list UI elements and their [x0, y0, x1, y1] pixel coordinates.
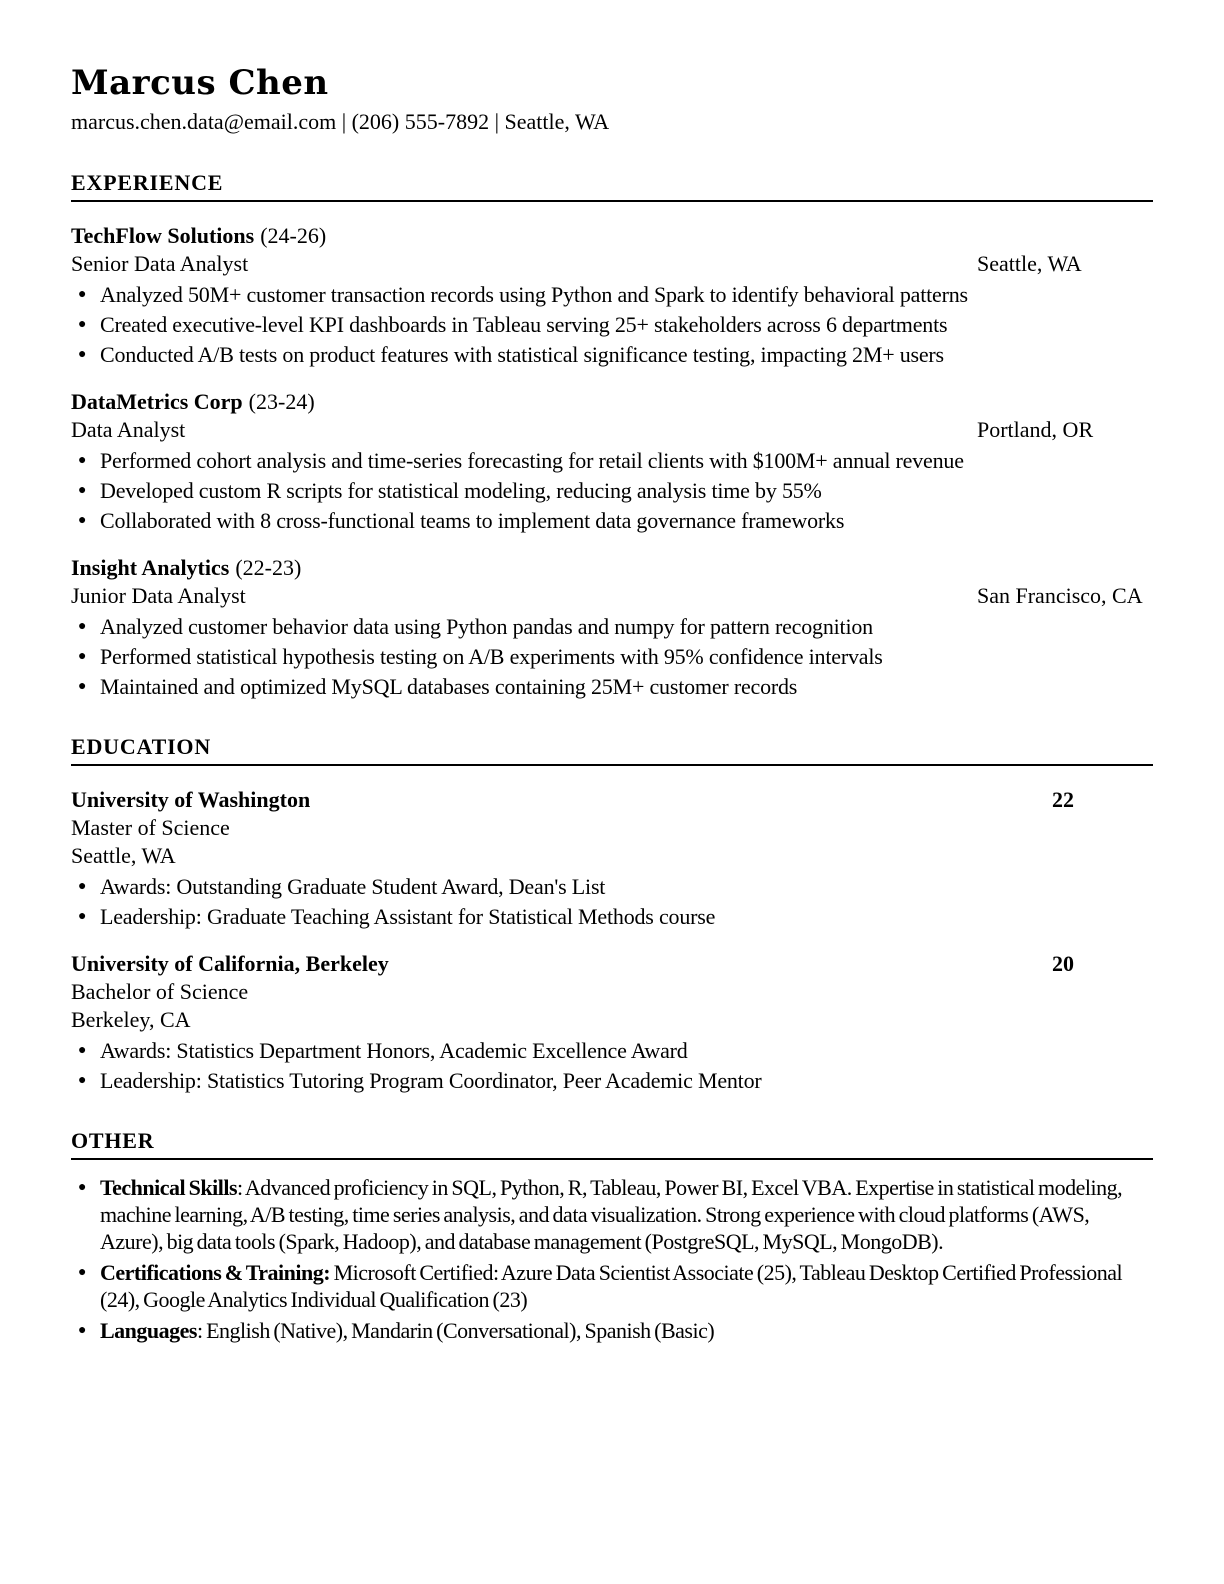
bullet-text: Performed statistical hypothesis testing on A/B experiments with 95% confidence intervals [100, 644, 883, 669]
bullet-text: Leadership: Statistics Tutoring Program Coordinator, Peer Academic Mentor [100, 1068, 762, 1093]
entry-sub-line [71, 582, 1153, 610]
bullet-list [71, 447, 1153, 534]
resume-name: Marcus Chen [71, 63, 329, 103]
experience-entry [71, 388, 1153, 534]
bullet-text: Analyzed customer behavior data using Python pandas and numpy for pattern recognition [100, 614, 873, 639]
other-item-text [100, 1318, 714, 1343]
school-name: University of California, Berkeley [71, 951, 389, 976]
entry-location: Portland, OR [977, 417, 1094, 442]
bullet-icon: ● [78, 483, 87, 498]
bullet-icon: ● [78, 909, 87, 924]
degree: Master of Science [71, 815, 230, 840]
entry-title-line [71, 388, 1153, 416]
degree: Bachelor of Science [71, 979, 249, 1004]
graduation-year: 20 [1052, 951, 1074, 976]
company-name: Insight Analytics [71, 555, 230, 580]
bullet-icon: ● [78, 287, 87, 302]
bullet-icon: ● [78, 347, 87, 362]
bullet-icon: ● [78, 1323, 86, 1338]
bullet-text: Developed custom R scripts for statistical modeling, reducing analysis time by 55% [100, 478, 822, 503]
bullet-text: Maintained and optimized MySQL databases containing 25M+ customer records [100, 674, 798, 699]
bullet-text: Performed cohort analysis and time-series forecasting for retail clients with $100M+ annual revenue [100, 448, 964, 473]
bullet-item [71, 673, 1153, 700]
entry-dates: (23-24) [248, 389, 315, 414]
entry-dates: (24-26) [260, 223, 327, 248]
bullet-icon: ● [78, 619, 87, 634]
other-label: Certifications & Training: [100, 1260, 331, 1285]
entry-location: San Francisco, CA [977, 583, 1143, 608]
bullet-icon: ● [78, 649, 87, 664]
bullet-item [71, 873, 1153, 900]
bullet-text: Conducted A/B tests on product features with statistical significance testing, impacting 2M+ users [100, 342, 944, 367]
bullet-item [71, 643, 1153, 670]
other-text: Microsoft Certified: Azure Data Scientist Associate (25), Tableau Desktop Certified Professional (24), Google Analytics Individual Qualification (23) [100, 1260, 1123, 1312]
bullet-text: Analyzed 50M+ customer transaction records using Python and Spark to identify behavioral patterns [100, 282, 968, 307]
bullet-item [71, 311, 1153, 338]
bullet-icon: ● [78, 317, 87, 332]
bullet-icon: ● [78, 879, 87, 894]
bullet-list [71, 1174, 1153, 1344]
bullet-icon: ● [78, 679, 87, 694]
bullet-item [71, 477, 1153, 504]
school-location: Seattle, WA [71, 843, 176, 868]
bullet-item [71, 341, 1153, 368]
contact-line: marcus.chen.data@email.com | (206) 555-7892 | Seattle, WA [71, 109, 610, 134]
bullet-text: Created executive-level KPI dashboards in Tableau serving 25+ stakeholders across 6 departments [100, 312, 948, 337]
bullet-list [71, 613, 1153, 700]
bullet-icon: ● [78, 1073, 87, 1088]
bullet-list [71, 873, 1153, 930]
other-item [71, 1317, 1153, 1344]
entry-title-line [71, 554, 1153, 582]
bullet-list [71, 1037, 1153, 1094]
other-item-text [100, 1175, 1122, 1254]
other-item [71, 1259, 1153, 1313]
other-item-text [100, 1260, 1122, 1312]
school-name: University of Washington [71, 787, 311, 812]
entry-dates: (22-23) [235, 555, 302, 580]
role-title: Junior Data Analyst [71, 583, 246, 608]
other-heading: OTHER [71, 1128, 1153, 1160]
bullet-item [71, 281, 1153, 308]
other-item [71, 1174, 1153, 1255]
entry-location: Seattle, WA [977, 251, 1082, 276]
bullet-icon: ● [78, 1043, 87, 1058]
entry-title-line [71, 950, 1153, 978]
education-heading: EDUCATION [71, 734, 1153, 766]
bullet-icon: ● [78, 1180, 86, 1195]
school-location: Berkeley, CA [71, 1007, 191, 1032]
role-title: Senior Data Analyst [71, 251, 249, 276]
bullet-item [71, 507, 1153, 534]
bullet-item [71, 447, 1153, 474]
other-label: Languages [100, 1318, 197, 1343]
bullet-icon: ● [78, 1265, 86, 1280]
other-text: : Advanced proficiency in SQL, Python, R, Tableau, Power BI, Excel VBA. Expertise in statistical modeling, machine learning, A/B testing, time series analysis, and data visualization. Strong experience with cloud platforms (AWS, Azure), big data tools (Spark, Hadoop), and database management (PostgreSQL, MySQL, MongoDB). [100, 1175, 1123, 1254]
company-name: TechFlow Solutions [71, 223, 255, 248]
entry-title-line [71, 222, 1153, 250]
experience-entry [71, 554, 1153, 700]
resume-content [71, 0, 1153, 1344]
bullet-icon: ● [78, 513, 87, 528]
entry-sub-line [71, 250, 1153, 278]
bullet-list [71, 281, 1153, 368]
bullet-icon: ● [78, 453, 87, 468]
role-title: Data Analyst [71, 417, 186, 442]
other-text: : English (Native), Mandarin (Conversational), Spanish (Basic) [196, 1318, 715, 1343]
entry-sub-line [71, 416, 1153, 444]
education-entry [71, 950, 1153, 1094]
bullet-item [71, 1037, 1153, 1064]
experience-heading: EXPERIENCE [71, 170, 1153, 202]
bullet-item [71, 1067, 1153, 1094]
section-experience [71, 170, 1153, 700]
bullet-item [71, 903, 1153, 930]
other-label: Technical Skills [100, 1175, 238, 1200]
education-entry [71, 786, 1153, 930]
entry-title-line [71, 786, 1153, 814]
bullet-text: Leadership: Graduate Teaching Assistant for Statistical Methods course [100, 904, 716, 929]
bullet-text: Collaborated with 8 cross-functional teams to implement data governance frameworks [100, 508, 845, 533]
bullet-item [71, 613, 1153, 640]
graduation-year: 22 [1052, 787, 1074, 812]
section-other [71, 1128, 1153, 1344]
section-education [71, 734, 1153, 1094]
bullet-text: Awards: Outstanding Graduate Student Award, Dean's List [100, 874, 606, 899]
experience-entry [71, 222, 1153, 368]
bullet-text: Awards: Statistics Department Honors, Academic Excellence Award [100, 1038, 688, 1063]
company-name: DataMetrics Corp [71, 389, 243, 414]
